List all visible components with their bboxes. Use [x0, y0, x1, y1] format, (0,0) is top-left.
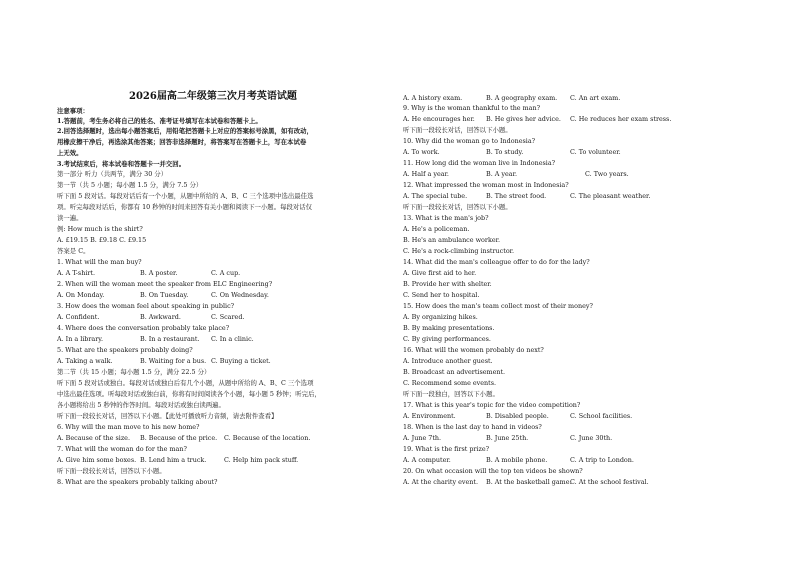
option-c: C. Recommend some events. — [403, 379, 497, 387]
option-a: A. Introduce another guest. — [403, 357, 493, 365]
option-c: C. At the school festival. — [570, 478, 649, 486]
example-answer: 答案是 C。 — [57, 247, 90, 255]
option-c: C. Two years. — [585, 170, 629, 178]
question-8: 8. What are the speakers probably talking about? — [57, 478, 218, 486]
option-b: B. Lend him a truck. — [140, 456, 207, 464]
section1-heading: 第一节（共 5 小题；每小题 1.5 分，满分 7.5 分） — [57, 181, 203, 189]
question-19: 19. What is the first prize? — [403, 445, 490, 453]
option-a: A. Give him some boxes. — [57, 456, 137, 464]
option-b: B. Waiting for a bus. — [140, 357, 207, 365]
option-a: A. Because of the size. — [57, 434, 130, 442]
option-a: A. Environment. — [403, 412, 456, 420]
question-6: 6. Why will the man move to his new home? — [57, 423, 200, 431]
section2-directions: 各小题将给出 5 秒钟的作答时间。每段对话或独白读两遍。 — [57, 401, 225, 409]
notice-title: 注意事项： — [57, 107, 89, 115]
option-a: A. He encourages her. — [403, 115, 475, 123]
option-a: A. Taking a walk. — [57, 357, 113, 365]
option-b: B. June 25th. — [486, 434, 529, 442]
option-a: A. Confident. — [57, 313, 100, 321]
question-14: 14. What did the man's colleague offer to do for the lady? — [403, 258, 590, 266]
section2-heading: 第二节（共 15 小题；每小题 1.5 分，满分 22.5 分） — [57, 368, 211, 376]
question-13: 13. What is the man's job? — [403, 214, 489, 222]
notice-line: 3.考试结束后，将本试卷和答题卡一并交回。 — [57, 160, 186, 168]
option-a: A. Half a year. — [403, 170, 449, 178]
option-b: B. He's an ambulance worker. — [403, 236, 500, 244]
example-question: 例: How much is the shirt? — [57, 225, 143, 233]
question-20: 20. On what occasion will the top ten videos be shown? — [403, 467, 583, 475]
question-12: 12. What impressed the woman most in Indonesia? — [403, 181, 569, 189]
option-b: B. At the basketball game. — [486, 478, 572, 486]
left-column — [57, 0, 387, 562]
option-a: A. At the charity event. — [403, 478, 478, 486]
option-a: A. June 7th. — [403, 434, 442, 442]
question-10: 10. Why did the woman go to Indonesia? — [403, 137, 536, 145]
option-c: C. He's a rock-climbing instructor. — [403, 247, 515, 255]
option-b: B. Provide her with shelter. — [403, 280, 492, 288]
option-c: C. Send her to hospital. — [403, 291, 480, 299]
option-c: C. Scared. — [211, 313, 245, 321]
option-c: C. Help him pack stuff. — [224, 456, 299, 464]
option-a: A. A T-shirt. — [57, 269, 96, 277]
section2-directions: 中选出最佳选项。听每段对话或独白前，你将有时间阅读各个小题，每小题 5 秒钟；听完后， — [57, 390, 321, 398]
option-a: A. Give first aid to her. — [403, 269, 477, 277]
option-b: B. Broadcast an advertisement. — [403, 368, 506, 376]
part1-heading: 第一部分 听力（共两节，满分 30 分） — [57, 170, 168, 178]
option-a: A. He's a policeman. — [403, 225, 470, 233]
notice-line: 用橡皮擦干净后，再选涂其他答案；回答非选择题时，将答案写在答题卡上，写在本试卷 — [57, 138, 307, 146]
listening-instruction: 听下面一段较长对话，回答以下小题。 — [403, 203, 512, 211]
question-11: 11. How long did the woman live in Indonesia? — [403, 159, 556, 167]
exam-title: 2026届高二年级第三次月考英语试题 — [129, 91, 297, 102]
option-b: B. On Tuesday. — [140, 291, 189, 299]
notice-line: 1.答题前，考生务必将自己的姓名、准考证号填写在本试卷和答题卡上。 — [57, 117, 262, 125]
notice-line: 上无效。 — [57, 149, 83, 157]
question-17: 17. What is this year's topic for the video competition? — [403, 401, 581, 409]
listening-instruction: 听下面一段较长对话，回答以下小题。 — [403, 126, 512, 134]
question-9: 9. Why is the woman thankful to the man? — [403, 104, 541, 112]
listening-instruction: 听下面一段独白，回答以下小题。 — [403, 390, 499, 398]
listening-instruction: 听下面一段较长对话，回答以下小题。 — [57, 467, 166, 475]
option-c: C. An art exam. — [570, 94, 621, 102]
option-c: C. On Wednesday. — [211, 291, 269, 299]
question-7: 7. What will the woman do for the man? — [57, 445, 187, 453]
option-c: C. By giving performances. — [403, 335, 491, 343]
option-c: C. June 30th. — [570, 434, 613, 442]
option-c: C. The pleasant weather. — [570, 192, 651, 200]
option-b: B. The street food. — [486, 192, 547, 200]
option-c: C. In a clinic. — [211, 335, 254, 343]
option-b: B. A poster. — [140, 269, 178, 277]
option-c: C. A trip to London. — [570, 456, 634, 464]
option-b: B. A year. — [486, 170, 517, 178]
question-3: 3. How does the woman feel about speaking in public? — [57, 302, 235, 310]
question-5: 5. What are the speakers probably doing? — [57, 346, 193, 354]
option-a: A. The special tube. — [403, 192, 468, 200]
question-16: 16. What will the women probably do next? — [403, 346, 544, 354]
section1-directions: 听下面 5 段对话。每段对话后有一个小题，从题中所给的 A、B、C 三个选项中选出最佳选 — [57, 192, 314, 200]
option-a: A. A history exam. — [403, 94, 463, 102]
question-18: 18. When is the last day to hand in videos? — [403, 423, 542, 431]
option-a: A. By organizing hikes. — [403, 313, 478, 321]
option-b: B. He gives her advice. — [486, 115, 561, 123]
option-c: C. To volunteer. — [570, 148, 621, 156]
question-15: 15. How does the man's team collect most of their money? — [403, 302, 593, 310]
listening-instruction: 听下面一段较长对话，回答以下小题。【此处可播放听力音频，请去附件查看】 — [57, 412, 278, 420]
option-c: C. Buying a ticket. — [211, 357, 271, 365]
section1-directions: 读一遍。 — [57, 214, 83, 222]
option-c: C. A cup. — [211, 269, 241, 277]
option-c: C. School facilities. — [570, 412, 633, 420]
option-b: B. A geography exam. — [486, 94, 558, 102]
section2-directions: 听下面 5 段对话或独白。每段对话或独白后有几个小题，从题中所给的 A、B、C 三个选项 — [57, 379, 314, 387]
option-b: B. Because of the price. — [140, 434, 218, 442]
section1-directions: 项。听完每段对话后，你都有 10 秒钟的时间来回答有关小题和阅读下一小题。每段对话仅 — [57, 203, 313, 211]
option-a: A. In a library. — [57, 335, 104, 343]
option-c: C. Because of the location. — [224, 434, 311, 442]
option-a: A. A computer. — [403, 456, 451, 464]
option-b: B. A mobile phone. — [486, 456, 548, 464]
option-b: B. To study. — [486, 148, 524, 156]
question-2: 2. When will the woman meet the speaker from ELC Engineering? — [57, 280, 273, 288]
option-b: B. Awkward. — [140, 313, 181, 321]
notice-line: 2.回答选择题时，选出每小题答案后，用铅笔把答题卡上对应的答案标号涂黑，如有改动， — [57, 127, 313, 135]
option-a: A. To work. — [403, 148, 440, 156]
question-4: 4. Where does the conversation probably take place? — [57, 324, 230, 332]
option-b: B. Disabled people. — [486, 412, 549, 420]
option-c: C. He reduces her exam stress. — [570, 115, 672, 123]
option-b: B. In a restaurant. — [140, 335, 200, 343]
question-1: 1. What will the man buy? — [57, 258, 142, 266]
example-options: A. £19.15 B. £9.18 C. £9.15 — [57, 236, 147, 244]
option-b: B. By making presentations. — [403, 324, 495, 332]
right-column — [403, 0, 743, 562]
option-a: A. On Monday. — [57, 291, 105, 299]
